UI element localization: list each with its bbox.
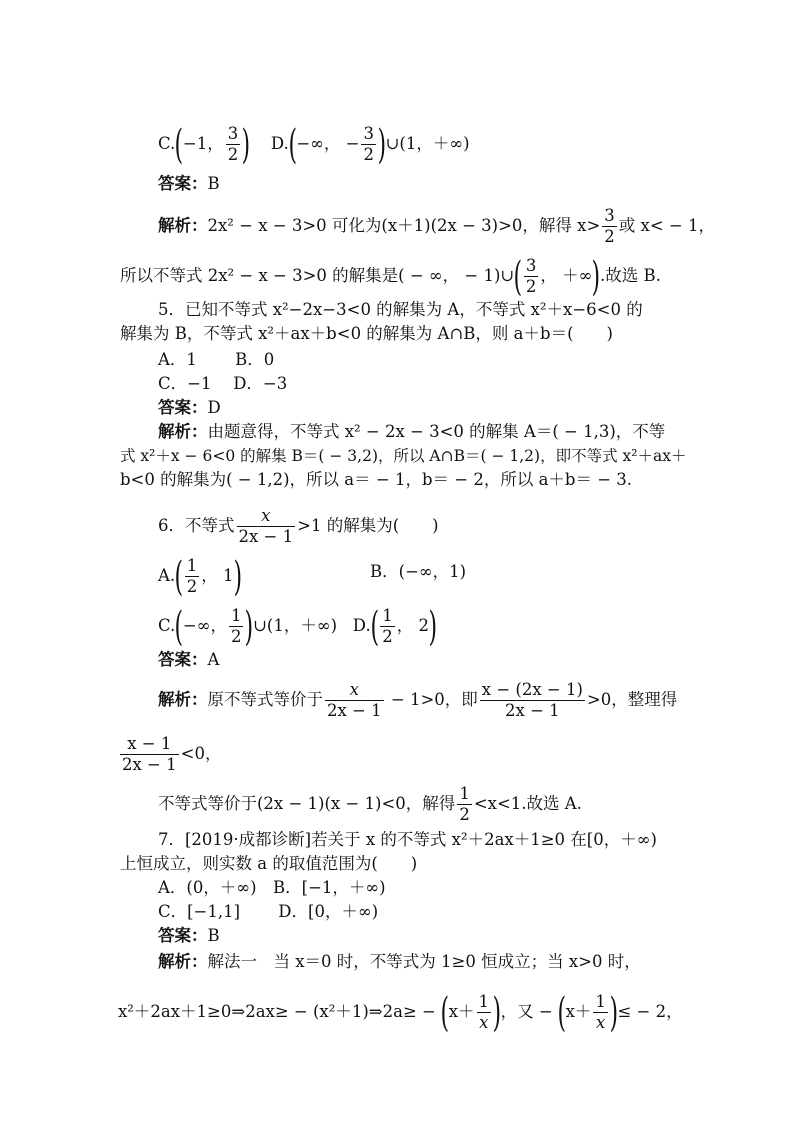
q4-option-c-fraction: $\frac{3}{2}$	[227, 124, 239, 164]
q4-option-c-label: C.	[158, 134, 176, 153]
q5-stem-line2: 解集为 B，不等式 x²＋ax＋b<0 的解集为 A∩B，则 a＋b＝( )	[120, 324, 613, 343]
q7-options-ab: A．(0，＋∞) B．[−1，＋∞)	[158, 878, 386, 897]
q6-options-cd: C.(−∞， $\frac{1}{2}$ )∪(1，＋∞) D.( $\frac{1}{2}$ ， 2)	[158, 603, 438, 650]
q6-stem: 6．不等式 $\frac{x}{2x - 1}$ >1 的解集为( )	[158, 506, 439, 546]
q5-options-ab: A．1 B．0	[158, 350, 275, 369]
q7-answer: 答案：B	[158, 926, 220, 945]
q4-option-d-fraction: $\frac{3}{2}$	[363, 124, 374, 164]
q7-stem-line2: 上恒成立，则实数 a 的取值范围为( )	[120, 854, 418, 873]
q5-analysis-line1: 解析：由题意得，不等式 x² − 2x − 3<0 的解集 A＝( − 1,3)，不等	[158, 422, 666, 441]
q6-analysis-line3: 不等式等价于(2x − 1)(x − 1)<0，解得 $\frac{1}{2}$ <x<1.故选 A.	[158, 784, 582, 824]
q6-stem-fraction: $\frac{x}{2x - 1}$	[238, 506, 294, 546]
q7-analysis-line2: x²＋2ax＋1≥0⇒2ax≥ − (x²＋1)⇒2a≥ − (x＋ $\frac{1}{x}$ )，又 − (x＋ $\frac{1}{x}$ )≤ − 2，	[118, 989, 683, 1036]
q5-options-cd: C．−1 D．−3	[158, 374, 288, 393]
q4-analysis-line1: 解析：2x² − x − 3>0 可化为(x＋1)(2x − 3)>0，解得 x> $\frac{3}{2}$ 或 x< − 1，	[158, 206, 715, 246]
q4-answer: 答案：B	[158, 174, 220, 193]
q4-options-cd: C.(−1， $\frac{3}{2}$ ) D.(−∞， − $\frac{3}{2}$ )∪(1，＋∞)	[158, 121, 470, 168]
q7-stem-line1: 7．[2019·成都诊断]若关于 x 的不等式 x²＋2ax＋1≥0 在[0，＋∞)	[158, 830, 657, 849]
q6-option-a: A.( $\frac{1}{2}$ ， 1)	[158, 553, 242, 600]
q6-analysis-line1: 解析：原不等式等价于 $\frac{x}{2x - 1}$ − 1>0，即 $\frac{x - (2x - 1)}{2x - 1}$ >0，整理得	[158, 680, 678, 720]
q5-stem-line1: 5．已知不等式 x²−2x−3<0 的解集为 A，不等式 x²＋x−6<0 的	[158, 300, 643, 319]
q5-analysis-line3: b<0 的解集为( − 1,2)，所以 a＝ − 1，b＝ − 2，所以 a＋b＝ − 3.	[120, 470, 633, 489]
q4-analysis-line2: 所以不等式 2x² − x − 3>0 的解集是( − ∞， − 1)∪( $\frac{3}{2}$ ， ＋∞).故选 B.	[120, 253, 661, 300]
q5-answer: 答案：D	[158, 398, 221, 417]
q5-analysis-line2: 式 x²＋x − 6<0 的解集 B＝( − 3,2)，所以 A∩B＝( − 1,2)，即不等式 x²＋ax＋	[120, 447, 687, 465]
q7-options-cd: C．[−1,1] D．[0，＋∞)	[158, 902, 379, 921]
q6-analysis-line2: $\frac{x - 1}{2x - 1}$ <0，	[122, 734, 222, 774]
q6-option-b: B．(−∞，1)	[370, 562, 467, 581]
q6-answer: 答案：A	[158, 650, 220, 669]
q4-option-d-label: D.	[270, 134, 289, 153]
q7-analysis-line1: 解析：解法一 当 x＝0 时，不等式为 1≥0 恒成立；当 x>0 时，	[158, 952, 641, 971]
